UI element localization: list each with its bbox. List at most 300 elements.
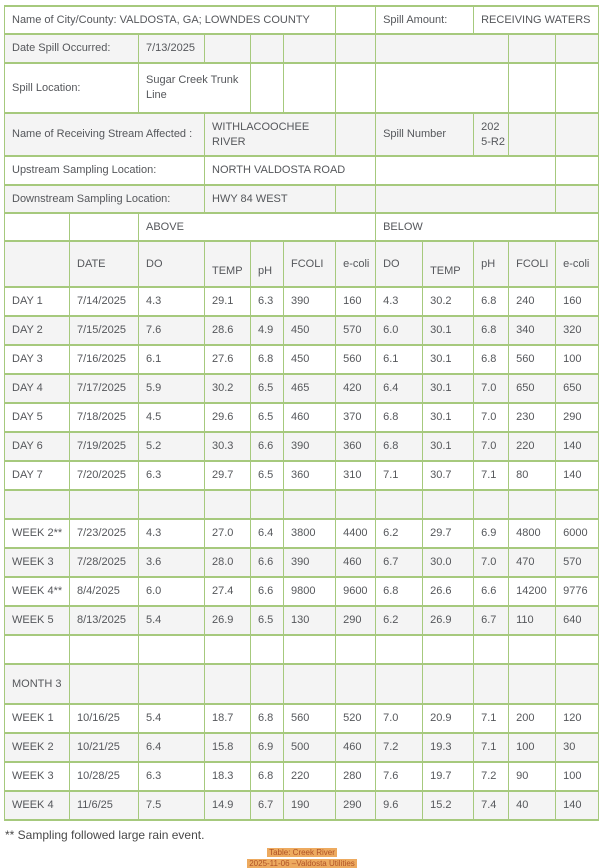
below-value-cell: 240: [509, 287, 556, 316]
data-row: [5, 733, 599, 762]
above-value-cell: 4.5: [139, 403, 205, 432]
spill-number-value: 2025-R2: [474, 113, 509, 156]
row-label: DAY 1: [5, 287, 70, 316]
data-row: [5, 577, 599, 606]
above-value-cell: 310: [336, 461, 376, 490]
above-value-cell: 26.9: [205, 606, 251, 635]
above-value-cell: 280: [336, 762, 376, 791]
below-value-cell: 6.7: [474, 606, 509, 635]
row-city-county: [5, 6, 599, 34]
empty-cell: [376, 185, 556, 213]
above-value-cell: 460: [284, 403, 336, 432]
below-value-cell: 6.6: [474, 577, 509, 606]
below-value-cell: 650: [556, 374, 599, 403]
row-label: DAY 2: [5, 316, 70, 345]
row-date: 10/16/25: [70, 704, 139, 733]
below-value-cell: 140: [556, 461, 599, 490]
below-value-cell: 7.2: [474, 762, 509, 791]
above-value-cell: 390: [284, 548, 336, 577]
data-row: [5, 762, 599, 791]
below-value-cell: 7.0: [474, 403, 509, 432]
above-value-cell: 5.9: [139, 374, 205, 403]
above-value-cell: 6.6: [251, 548, 284, 577]
data-row: [5, 519, 599, 548]
above-value-cell: 360: [284, 461, 336, 490]
spill-location-label: Spill Location:: [5, 63, 139, 113]
month-label: MONTH 3: [5, 664, 70, 704]
below-value-cell: 30.0: [423, 548, 474, 577]
above-value-cell: 460: [336, 548, 376, 577]
empty-cell: [205, 34, 251, 63]
spill-report-table: [4, 5, 599, 821]
above-value-cell: 29.6: [205, 403, 251, 432]
below-value-cell: 4800: [509, 519, 556, 548]
below-value-cell: 19.7: [423, 762, 474, 791]
below-value-cell: 4.3: [376, 287, 423, 316]
stream-value: WITHLACOOCHEE RIVER: [205, 113, 336, 156]
below-value-cell: 6.7: [376, 548, 423, 577]
empty-cell: [139, 635, 205, 664]
spill-amount-label: Spill Amount:: [376, 6, 474, 34]
month-row: [5, 664, 599, 704]
above-value-cell: 160: [336, 287, 376, 316]
above-value-cell: 4.3: [139, 287, 205, 316]
above-value-cell: 6.5: [251, 374, 284, 403]
row-date: 8/13/2025: [70, 606, 139, 635]
row-date: 7/20/2025: [70, 461, 139, 490]
below-value-cell: 6.8: [376, 577, 423, 606]
below-value-cell: 570: [556, 548, 599, 577]
empty-cell: [251, 490, 284, 519]
receiving-waters-value: RECEIVING WATERS: [474, 6, 599, 34]
row-date: 7/17/2025: [70, 374, 139, 403]
below-value-cell: 7.2: [376, 733, 423, 762]
below-value-cell: 7.1: [474, 733, 509, 762]
empty-cell: [376, 635, 423, 664]
row-label: WEEK 2**: [5, 519, 70, 548]
row-date-spill: [5, 34, 599, 63]
below-value-cell: 7.1: [474, 461, 509, 490]
above-value-cell: 450: [284, 345, 336, 374]
below-value-cell: 100: [556, 762, 599, 791]
row-label: DAY 3: [5, 345, 70, 374]
above-value-cell: 6.7: [251, 791, 284, 820]
column-header-fcoli-above: FCOLI: [284, 241, 336, 287]
empty-cell: [251, 635, 284, 664]
empty-cell: [336, 635, 376, 664]
above-value-cell: 460: [336, 733, 376, 762]
below-value-cell: 140: [556, 791, 599, 820]
empty-cell: [70, 213, 139, 241]
below-value-cell: 6000: [556, 519, 599, 548]
empty-cell: [376, 156, 556, 185]
row-date: 7/18/2025: [70, 403, 139, 432]
above-value-cell: 30.3: [205, 432, 251, 461]
below-value-cell: 100: [509, 733, 556, 762]
empty-cell: [509, 113, 556, 156]
empty-cell: [474, 490, 509, 519]
below-value-cell: 30.2: [423, 287, 474, 316]
above-value-cell: 465: [284, 374, 336, 403]
row-label: DAY 6: [5, 432, 70, 461]
above-value-cell: 4.3: [139, 519, 205, 548]
row-date: 8/4/2025: [70, 577, 139, 606]
empty-cell: [284, 490, 336, 519]
below-value-cell: 7.0: [474, 374, 509, 403]
above-value-cell: 290: [336, 606, 376, 635]
row-downstream: [5, 185, 599, 213]
row-date: 7/16/2025: [70, 345, 139, 374]
below-value-cell: 140: [556, 432, 599, 461]
empty-cell: [284, 34, 336, 63]
stream-label: Name of Receiving Stream Affected :: [5, 113, 205, 156]
empty-cell: [336, 6, 376, 34]
data-row: [5, 403, 599, 432]
above-value-cell: 7.6: [139, 316, 205, 345]
watermark-title: Table: Creek River: [269, 848, 335, 857]
below-value-cell: 6.2: [376, 606, 423, 635]
empty-cell: [509, 63, 556, 113]
above-value-cell: 190: [284, 791, 336, 820]
below-value-cell: 100: [556, 345, 599, 374]
column-header-do-above: DO: [139, 241, 205, 287]
empty-cell: [5, 490, 70, 519]
below-value-cell: 26.6: [423, 577, 474, 606]
date-spill-label: Date Spill Occurred:: [5, 34, 139, 63]
upstream-label: Upstream Sampling Location:: [5, 156, 205, 185]
above-value-cell: 27.0: [205, 519, 251, 548]
row-upstream: [5, 156, 599, 185]
empty-cell: [284, 63, 336, 113]
empty-cell: [509, 490, 556, 519]
column-header-date: DATE: [70, 241, 139, 287]
below-value-cell: 6.8: [376, 403, 423, 432]
column-header-do-below: DO: [376, 241, 423, 287]
above-value-cell: 370: [336, 403, 376, 432]
below-value-cell: 320: [556, 316, 599, 345]
upstream-value: NORTH VALDOSTA ROAD: [205, 156, 376, 185]
row-label: WEEK 1: [5, 704, 70, 733]
above-value-cell: 390: [284, 432, 336, 461]
above-value-cell: 390: [284, 287, 336, 316]
row-label: DAY 7: [5, 461, 70, 490]
empty-cell: [556, 113, 599, 156]
row-label: WEEK 2: [5, 733, 70, 762]
above-value-cell: 29.1: [205, 287, 251, 316]
below-value-cell: 6.4: [376, 374, 423, 403]
above-value-cell: 7.5: [139, 791, 205, 820]
empty-cell: [376, 490, 423, 519]
empty-cell: [205, 490, 251, 519]
above-value-cell: 27.6: [205, 345, 251, 374]
empty-cell: [284, 664, 336, 704]
data-row: [5, 374, 599, 403]
row-date: 7/19/2025: [70, 432, 139, 461]
empty-cell: [284, 635, 336, 664]
empty-cell: [139, 664, 205, 704]
empty-cell: [251, 34, 284, 63]
above-value-cell: 6.5: [251, 606, 284, 635]
data-row: [5, 548, 599, 577]
above-value-cell: 14.9: [205, 791, 251, 820]
above-value-cell: 4.9: [251, 316, 284, 345]
watermark-date-source: 2025-11-06 –Valdosta Utilities: [249, 859, 355, 868]
data-row: [5, 704, 599, 733]
below-value-cell: 340: [509, 316, 556, 345]
empty-cell: [509, 635, 556, 664]
above-value-cell: 290: [336, 791, 376, 820]
above-value-cell: 9600: [336, 577, 376, 606]
row-date: 7/14/2025: [70, 287, 139, 316]
data-row: [5, 287, 599, 316]
below-value-cell: 7.4: [474, 791, 509, 820]
empty-cell: [556, 34, 599, 63]
above-value-cell: 28.0: [205, 548, 251, 577]
below-value-cell: 6.8: [474, 345, 509, 374]
section-header-above: ABOVE: [139, 213, 376, 241]
below-value-cell: 7.0: [474, 432, 509, 461]
empty-cell: [509, 664, 556, 704]
below-value-cell: 7.1: [376, 461, 423, 490]
below-value-cell: 20.9: [423, 704, 474, 733]
row-receiving-stream: [5, 113, 599, 156]
date-spill-value: 7/13/2025: [139, 34, 205, 63]
below-value-cell: 80: [509, 461, 556, 490]
below-value-cell: 6.8: [376, 432, 423, 461]
above-value-cell: 130: [284, 606, 336, 635]
empty-cell: [336, 34, 376, 63]
above-value-cell: 520: [336, 704, 376, 733]
above-value-cell: 6.3: [251, 287, 284, 316]
below-value-cell: 30.1: [423, 316, 474, 345]
above-value-cell: 6.5: [251, 461, 284, 490]
below-value-cell: 19.3: [423, 733, 474, 762]
empty-cell: [556, 63, 599, 113]
below-value-cell: 40: [509, 791, 556, 820]
below-value-cell: 160: [556, 287, 599, 316]
below-value-cell: 560: [509, 345, 556, 374]
below-value-cell: 30.1: [423, 432, 474, 461]
below-value-cell: 30.1: [423, 403, 474, 432]
empty-cell: [556, 490, 599, 519]
above-value-cell: 570: [336, 316, 376, 345]
empty-cell: [5, 213, 70, 241]
data-row: [5, 461, 599, 490]
above-value-cell: 27.4: [205, 577, 251, 606]
empty-cell: [556, 664, 599, 704]
above-value-cell: 18.3: [205, 762, 251, 791]
above-value-cell: 6.9: [251, 733, 284, 762]
below-value-cell: 230: [509, 403, 556, 432]
below-value-cell: 29.7: [423, 519, 474, 548]
below-value-cell: 30.1: [423, 345, 474, 374]
column-header-ph-below: pH: [474, 241, 509, 287]
empty-cell: [423, 635, 474, 664]
empty-cell: [205, 635, 251, 664]
empty-cell: [70, 635, 139, 664]
section-header-below: BELOW: [376, 213, 599, 241]
spacer-row: [5, 635, 599, 664]
below-value-cell: 220: [509, 432, 556, 461]
empty-cell: [5, 241, 70, 287]
above-value-cell: 6.8: [251, 345, 284, 374]
empty-cell: [423, 664, 474, 704]
below-value-cell: 200: [509, 704, 556, 733]
spacer-row: [5, 490, 599, 519]
row-label: WEEK 3: [5, 548, 70, 577]
below-value-cell: 7.0: [474, 548, 509, 577]
below-value-cell: 7.0: [376, 704, 423, 733]
row-date: 11/6/25: [70, 791, 139, 820]
empty-cell: [423, 490, 474, 519]
row-label: WEEK 5: [5, 606, 70, 635]
empty-cell: [5, 635, 70, 664]
empty-cell: [474, 635, 509, 664]
column-header-ecoli-below: e-coli: [556, 241, 599, 287]
below-value-cell: 7.6: [376, 762, 423, 791]
empty-cell: [556, 635, 599, 664]
above-value-cell: 9800: [284, 577, 336, 606]
below-value-cell: 6.9: [474, 519, 509, 548]
above-value-cell: 15.8: [205, 733, 251, 762]
above-value-cell: 3.6: [139, 548, 205, 577]
below-value-cell: 110: [509, 606, 556, 635]
row-date: 7/15/2025: [70, 316, 139, 345]
column-header-temp-above: TEMP: [205, 241, 251, 287]
above-value-cell: 18.7: [205, 704, 251, 733]
above-value-cell: 5.4: [139, 606, 205, 635]
below-value-cell: 6.1: [376, 345, 423, 374]
above-value-cell: 560: [336, 345, 376, 374]
below-value-cell: 470: [509, 548, 556, 577]
below-value-cell: 6.8: [474, 287, 509, 316]
row-label: DAY 5: [5, 403, 70, 432]
above-value-cell: 6.3: [139, 461, 205, 490]
column-header-fcoli-below: FCOLI: [509, 241, 556, 287]
spill-location-value: Sugar Creek Trunk Line: [139, 63, 251, 113]
row-column-headers: [5, 241, 599, 287]
empty-cell: [336, 185, 376, 213]
above-value-cell: 450: [284, 316, 336, 345]
below-value-cell: 7.1: [474, 704, 509, 733]
data-row: [5, 791, 599, 820]
row-spill-location: [5, 63, 599, 113]
downstream-label: Downstream Sampling Location:: [5, 185, 205, 213]
empty-cell: [70, 664, 139, 704]
above-value-cell: 29.7: [205, 461, 251, 490]
row-label: WEEK 4**: [5, 577, 70, 606]
above-value-cell: 6.8: [251, 762, 284, 791]
row-section-headers: [5, 213, 599, 241]
column-header-ecoli-above: e-coli: [336, 241, 376, 287]
empty-cell: [376, 34, 509, 63]
row-label: DAY 4: [5, 374, 70, 403]
above-value-cell: 6.0: [139, 577, 205, 606]
empty-cell: [139, 490, 205, 519]
above-value-cell: 360: [336, 432, 376, 461]
above-value-cell: 6.8: [251, 704, 284, 733]
data-row: [5, 432, 599, 461]
empty-cell: [205, 664, 251, 704]
data-row: [5, 316, 599, 345]
above-value-cell: 5.2: [139, 432, 205, 461]
above-value-cell: 3800: [284, 519, 336, 548]
empty-cell: [336, 490, 376, 519]
below-value-cell: 650: [509, 374, 556, 403]
data-row: [5, 606, 599, 635]
empty-cell: [336, 63, 376, 113]
below-value-cell: 15.2: [423, 791, 474, 820]
below-value-cell: 9776: [556, 577, 599, 606]
below-value-cell: 90: [509, 762, 556, 791]
below-value-cell: 290: [556, 403, 599, 432]
data-row: [5, 345, 599, 374]
below-value-cell: 640: [556, 606, 599, 635]
empty-cell: [556, 156, 599, 185]
above-value-cell: 6.4: [139, 733, 205, 762]
above-value-cell: 6.6: [251, 577, 284, 606]
empty-cell: [251, 664, 284, 704]
above-value-cell: 6.3: [139, 762, 205, 791]
downstream-value: HWY 84 WEST: [205, 185, 336, 213]
above-value-cell: 5.4: [139, 704, 205, 733]
row-date: 7/28/2025: [70, 548, 139, 577]
empty-cell: [336, 664, 376, 704]
empty-cell: [376, 664, 423, 704]
below-value-cell: 14200: [509, 577, 556, 606]
above-value-cell: 500: [284, 733, 336, 762]
empty-cell: [336, 113, 376, 156]
above-value-cell: 220: [284, 762, 336, 791]
watermark: [4, 846, 600, 868]
row-date: 7/23/2025: [70, 519, 139, 548]
column-header-ph-above: pH: [251, 241, 284, 287]
row-label: WEEK 3: [5, 762, 70, 791]
below-value-cell: 6.2: [376, 519, 423, 548]
above-value-cell: 6.6: [251, 432, 284, 461]
spill-number-label: Spill Number: [376, 113, 474, 156]
below-value-cell: 9.6: [376, 791, 423, 820]
above-value-cell: 6.4: [251, 519, 284, 548]
row-date: 10/21/25: [70, 733, 139, 762]
row-date: 10/28/25: [70, 762, 139, 791]
above-value-cell: 6.1: [139, 345, 205, 374]
above-value-cell: 420: [336, 374, 376, 403]
above-value-cell: 6.5: [251, 403, 284, 432]
above-value-cell: 28.6: [205, 316, 251, 345]
empty-cell: [509, 34, 556, 63]
empty-cell: [556, 185, 599, 213]
below-value-cell: 6.8: [474, 316, 509, 345]
above-value-cell: 4400: [336, 519, 376, 548]
below-value-cell: 30.1: [423, 374, 474, 403]
empty-cell: [70, 490, 139, 519]
empty-cell: [251, 63, 284, 113]
above-value-cell: 30.2: [205, 374, 251, 403]
footnote: ** Sampling followed large rain event.: [5, 828, 205, 842]
column-header-temp-below: TEMP: [423, 241, 474, 287]
below-value-cell: 6.0: [376, 316, 423, 345]
below-value-cell: 26.9: [423, 606, 474, 635]
empty-cell: [376, 63, 509, 113]
below-value-cell: 120: [556, 704, 599, 733]
above-value-cell: 560: [284, 704, 336, 733]
empty-cell: [474, 664, 509, 704]
below-value-cell: 30: [556, 733, 599, 762]
row-label: WEEK 4: [5, 791, 70, 820]
city-county-label: Name of City/County: VALDOSTA, GA; LOWNDES COUNTY: [5, 6, 336, 34]
below-value-cell: 30.7: [423, 461, 474, 490]
